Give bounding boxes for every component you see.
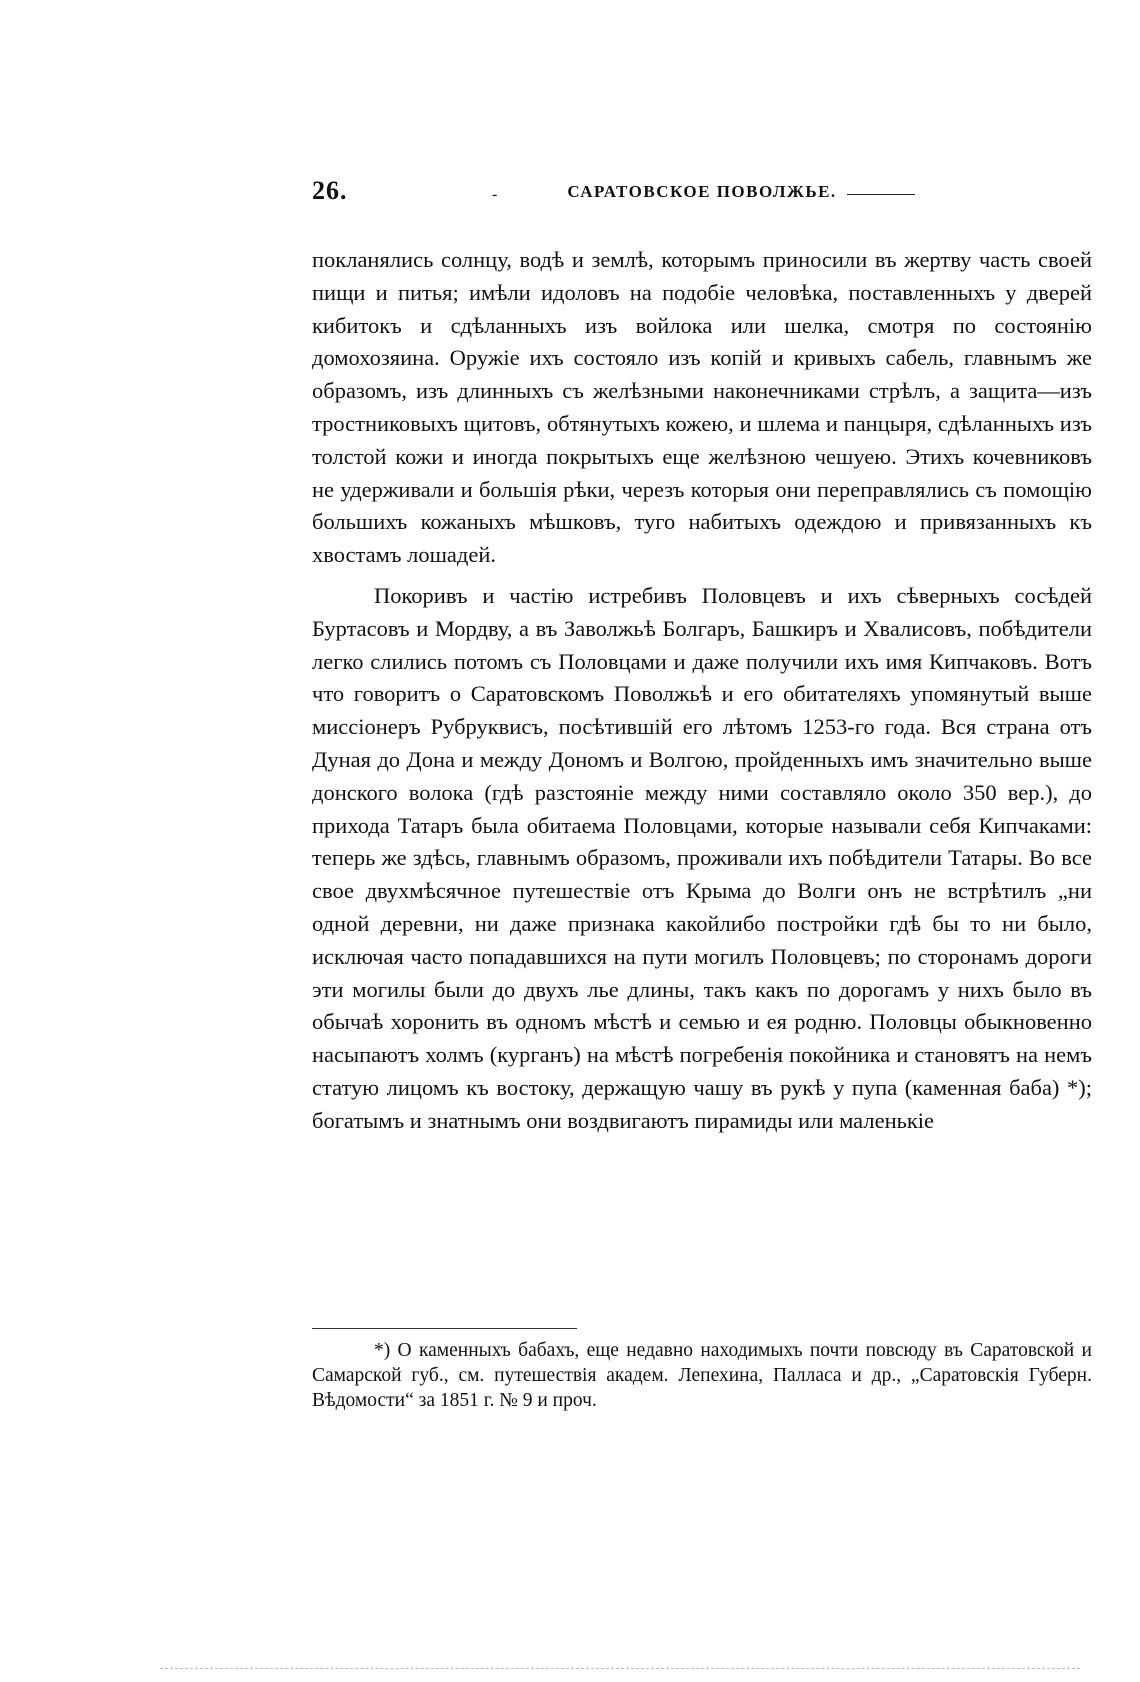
- footnote: [312, 1338, 1092, 1413]
- scan-edge-artifacts: [160, 1668, 1080, 1673]
- header-dash: -: [492, 186, 498, 203]
- body-text: [312, 244, 1092, 1138]
- footnote-text: *) О каменныхъ бабахъ, еще недавно находимыхъ почти повсюду въ Саратовской и Самарской губ., см. путешествія академ. Лепехина, Палласа и др., „Саратовскія Губерн. Вѣдомости“ за 1851 г. № 9 и проч.: [312, 1340, 1092, 1411]
- paragraph-1: покланялись солнцу, водѣ и землѣ, которымъ приносили въ жертву часть своей пищи и питья; имѣли идоловъ на подобіе человѣка, поставленныхъ у дверей кибитокъ и сдѣланныхъ изъ войлока или шелка, смотря по состоянію домохозяина. Оружіе ихъ состояло изъ копій и кривыхъ сабель, главнымъ же образомъ, изъ длинныхъ съ желѣзными наконечниками стрѣлъ, а защита—изъ тростниковыхъ щитовъ, обтянутыхъ кожею, и шлема и панцыря, сдѣланныхъ изъ толстой кожи и иногда покрытыхъ еще желѣзною чешуею. Этихъ кочевниковъ не удерживали и большія рѣки, черезъ которыя они переправлялись съ помощію большихъ кожаныхъ мѣшковъ, туго набитыхъ одеждою и привязанныхъ къ хвостамъ лошадей.: [312, 247, 1092, 568]
- header-rule: [847, 194, 915, 195]
- paragraph-2: Покоривъ и частію истребивъ Половцевъ и ихъ сѣверныхъ сосѣдей Буртасовъ и Мордву, а въ Заволжьѣ Болгаръ, Башкиръ и Хвалисовъ, побѣдители легко слились потомъ съ Половцами и даже получили ихъ имя Кипчаковъ. Вотъ что говоритъ о Саратовскомъ Поволжьѣ и его обитателяхъ упомянутый выше миссіонеръ Рубруквисъ, посѣтившій его лѣтомъ 1253-го года. Вся страна отъ Дуная до Дона и между Дономъ и Волгою, пройденныхъ имъ значительно выше донского волока (гдѣ разстояніе между ними составляло около 350 вер.), до прихода Татаръ была обитаема Половцами, которые называли себя Кипчаками: теперь же здѣсь, главнымъ образомъ, проживали ихъ побѣдители Татары. Во все свое двухмѣсячное путешествіе отъ Крыма до Волги онъ не встрѣтилъ „ни одной деревни, ни даже признака какойлибо постройки гдѣ бы то ни было, исключая часто попадавшихся на пути могилъ Половцевъ; по сторонамъ дороги эти могилы были до двухъ лье длины, такъ какъ по дорогамъ у нихъ было въ обычаѣ хоронить въ одномъ мѣстѣ и семью и ея родню. Половцы обыкновенно насыпаютъ холмъ (курганъ) на мѣстѣ погребенія покойника и становятъ на немъ статую лицомъ къ востоку, держащую чашу въ рукѣ у пупа (каменная баба) *); богатымъ и знатнымъ они воздвигаютъ пирамиды или маленькіе: [312, 582, 1092, 1133]
- footnote-separator: [312, 1328, 577, 1329]
- page-number: 26.: [312, 176, 348, 205]
- running-title: САРАТОВСКОЕ ПОВОЛЖЬЕ.: [567, 182, 837, 201]
- running-head: [312, 176, 1092, 206]
